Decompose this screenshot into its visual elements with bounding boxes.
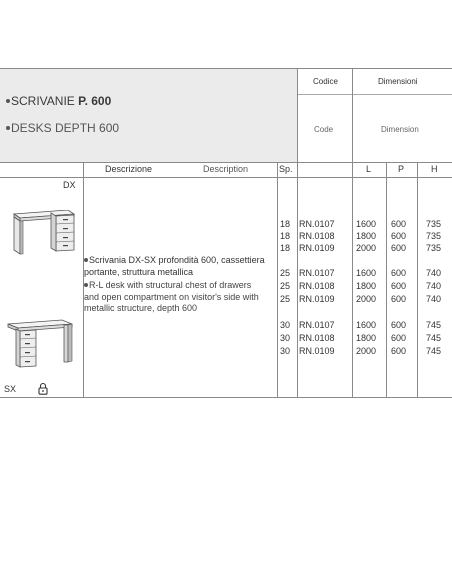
cell-h: 735 (426, 231, 442, 241)
vline-p (417, 162, 418, 398)
cell-h: 740 (426, 281, 442, 291)
cell-h: 740 (426, 268, 442, 278)
cell-h: 740 (426, 294, 442, 304)
cell-l: 2000 (356, 294, 377, 304)
padlock-icon (38, 382, 48, 395)
dimension-label: Dimension (381, 125, 419, 134)
title-italian: SCRIVANIE P. 600 (6, 94, 111, 108)
cell-sp: 18 (280, 231, 291, 241)
cell-l: 1800 (356, 231, 377, 241)
cell-h: 735 (426, 219, 442, 229)
desk-sx-drawing (6, 316, 76, 368)
cell-p: 600 (391, 281, 407, 291)
vline-code (352, 68, 353, 398)
dimensioni-label: Dimensioni (378, 77, 418, 86)
dx-label: DX (63, 180, 76, 190)
cell-sp: 30 (280, 320, 291, 330)
cell-h: 745 (426, 346, 442, 356)
top-rule (0, 68, 452, 69)
cell-sp: 30 (280, 333, 291, 343)
vline-desc (277, 162, 278, 398)
column-header-rule (0, 177, 452, 178)
cell-code: RN.0109 (299, 294, 335, 304)
cell-p: 600 (391, 219, 407, 229)
cell-h: 745 (426, 320, 442, 330)
cell-l: 1600 (356, 219, 377, 229)
cell-p: 600 (391, 268, 407, 278)
cell-l: 1800 (356, 333, 377, 343)
cell-l: 1800 (356, 281, 377, 291)
description-english: R-L desk with structural chest of drawers and open compartment on visitor's side with metallic structure, depth 600 (84, 280, 259, 313)
cell-l: 1600 (356, 320, 377, 330)
col-sp: Sp. (279, 164, 293, 174)
vline-l (386, 162, 387, 398)
cell-h: 735 (426, 243, 442, 253)
cell-code: RN.0108 (299, 281, 335, 291)
cell-p: 600 (391, 320, 407, 330)
header-bottom-rule (0, 162, 452, 163)
title-english: DESKS DEPTH 600 (6, 121, 119, 135)
cell-code: RN.0107 (299, 320, 335, 330)
cell-sp: 25 (280, 281, 291, 291)
col-l: L (366, 164, 372, 174)
cell-code: RN.0109 (299, 243, 335, 253)
cell-code: RN.0107 (299, 219, 335, 229)
cell-code: RN.0109 (299, 346, 335, 356)
bullet-icon (84, 283, 88, 287)
cell-sp: 18 (280, 219, 291, 229)
col-h: H (431, 164, 438, 174)
cell-sp: 25 (280, 268, 291, 278)
desk-dx-drawing (6, 210, 76, 258)
cell-sp: 18 (280, 243, 291, 253)
cell-h: 745 (426, 333, 442, 343)
cell-p: 600 (391, 333, 407, 343)
bottom-rule (0, 397, 452, 398)
cell-p: 600 (391, 231, 407, 241)
col-description: Description (203, 164, 249, 174)
sx-label: SX (4, 384, 17, 394)
vline-sp (297, 68, 298, 398)
description-italian: Scrivania DX-SX profondità 600, cassettiera portante, struttura metallica (84, 255, 265, 277)
cell-l: 1600 (356, 268, 377, 278)
codice-label: Codice (313, 77, 338, 86)
cell-code: RN.0108 (299, 231, 335, 241)
bullet-icon (84, 258, 88, 262)
bullet-icon (6, 126, 10, 130)
cell-sp: 25 (280, 294, 291, 304)
cell-l: 2000 (356, 243, 377, 253)
bullet-icon (6, 99, 10, 103)
cell-code: RN.0107 (299, 268, 335, 278)
cell-code: RN.0108 (299, 333, 335, 343)
cell-p: 600 (391, 294, 407, 304)
cell-p: 600 (391, 243, 407, 253)
col-descrizione: Descrizione (105, 164, 153, 174)
col-p: P (398, 164, 405, 174)
code-label: Code (314, 125, 334, 134)
cell-sp: 30 (280, 346, 291, 356)
header-mid-rule (297, 94, 452, 95)
cell-l: 2000 (356, 346, 377, 356)
cell-p: 600 (391, 346, 407, 356)
